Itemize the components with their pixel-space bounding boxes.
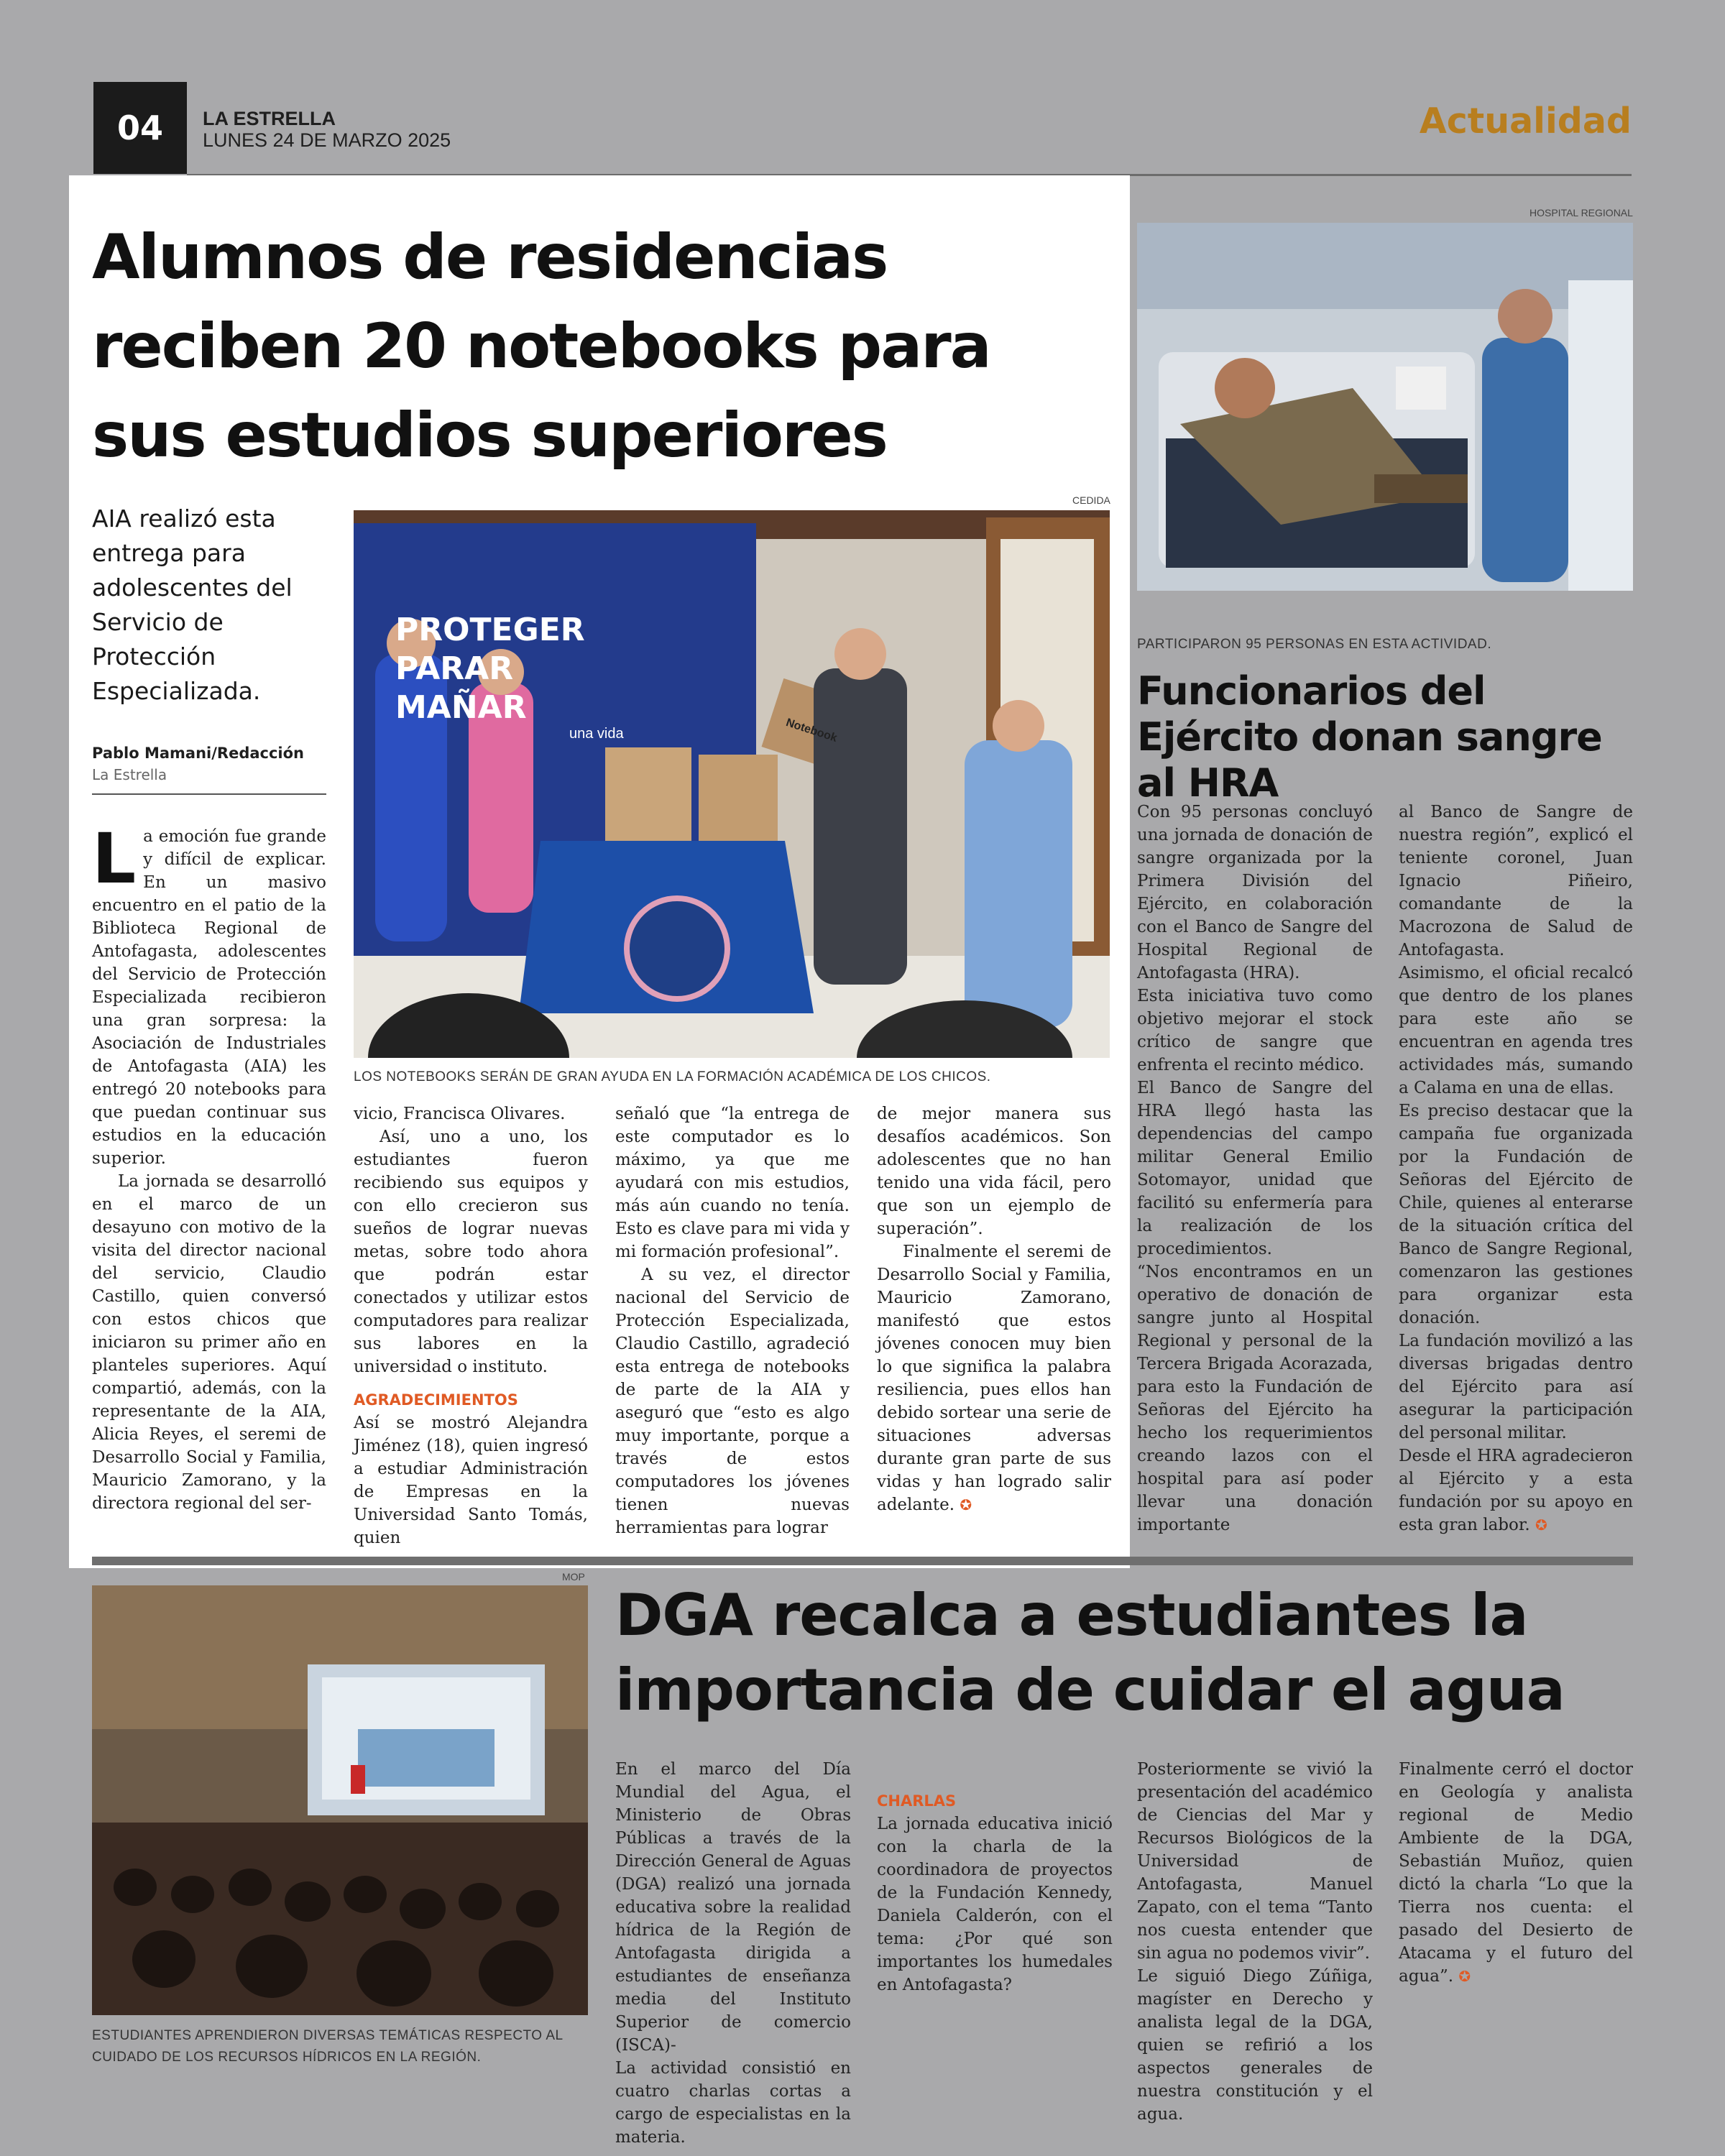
- article-blood-p7: Es preciso destacar que la campaña fue organizada por la Fundación de Señoras del Ejército de Chile, quienes al enterarse de la situación crítica del Banco de Sangre Regional, comenzaron las gestiones para organizar esta donación.: [1399, 1102, 1633, 1327]
- article-notebooks-p8: de mejor manera sus desafíos académicos. Son adolescentes que no han tenido una vida fácil, pero que son un ejemplo de superación”.: [877, 1105, 1111, 1238]
- article-blood-title: Funcionarios del Ejército donan sangre al HRA: [1137, 668, 1602, 806]
- article-water-photo: [92, 1585, 588, 2015]
- article-water-p6-wrap: [1399, 1758, 1633, 1988]
- article-blood-p1: Con 95 personas concluyó una jornada de donación de sangre organizada por la Primera División del Ejército, en colaboración con el Banco de Sangre del Hospital Regional de Antofagasta (HRA).: [1137, 803, 1373, 982]
- article-water-p6: Finalmente cerró el doctor en Geología y analista regional de Medio Ambiente de la DGA, Sebastián Muñoz, quien dictó la charla “Lo que la Tierra nos cuenta: el pasado del Desierto de Atacama y el futuro del agua”.: [1399, 1760, 1633, 1986]
- article-notebooks-column-4: [877, 1102, 1111, 1516]
- article-blood-p9-wrap: [1399, 1445, 1633, 1537]
- section-divider: [92, 1557, 1633, 1565]
- article-notebooks-subtitle: AIA realizó esta entrega para adolescentes del Servicio de Protección Especializada.: [92, 505, 293, 705]
- page-number: 04: [93, 82, 187, 174]
- article-water-column-4: [1399, 1758, 1633, 1988]
- article-water-p1: En el marco del Día Mundial del Agua, el Ministerio de Obras Públicas a través de la Dirección General de Aguas (DGA) realizó una jornada educativa sobre la realidad hídrica de la Región de Antofagasta dirigida a estudiantes de enseñanza media del Instituto Superior de comercio (ISCA)-: [615, 1760, 851, 2055]
- box-label: Notebook: [784, 717, 839, 745]
- article-water-photo-caption: ESTUDIANTES APRENDIERON DIVERSAS TEMÁTICAS RESPECTO AL CUIDADO DE LOS RECURSOS HÍDRICOS EN LA REGIÓN.: [92, 2028, 563, 2065]
- article-blood-photo-credit: HOSPITAL REGIONAL: [1530, 207, 1633, 218]
- article-notebooks-subhead: AGRADECIMIENTOS: [354, 1391, 518, 1409]
- article-notebooks-title: Alumnos de residencias reciben 20 notebooks para sus estudios superiores: [92, 221, 990, 471]
- article-notebooks-author-org: La Estrella: [92, 766, 167, 783]
- publication-date: LUNES 24 DE MARZO 2025: [203, 129, 451, 151]
- article-water-p2: La actividad consistió en cuatro charlas cortas a cargo de especialistas en la materia.: [615, 2059, 851, 2147]
- article-blood-p2: Esta iniciativa tuvo como objetivo mejorar el stock crítico de sangre que enfrenta el recinto médico.: [1137, 987, 1373, 1074]
- author-separator: [92, 793, 326, 795]
- banner-small-text: una vida: [569, 726, 624, 742]
- notebooks-photo-illustration: [354, 510, 1110, 1058]
- article-notebooks-author: Pablo Mamani/Redacción: [92, 745, 304, 762]
- article-water-column-1: [615, 1758, 851, 2149]
- article-blood-p8: La fundación movilizó a las diversas brigadas dentro del Ejército para así asegurar la participación del personal militar.: [1399, 1332, 1633, 1442]
- article-notebooks-photo-credit: CEDIDA: [1072, 494, 1110, 506]
- publication-name: LA ESTRELLA: [203, 108, 336, 129]
- article-notebooks-p7: A su vez, el director nacional del Servicio de Protección Especializada, Claudio Castillo, agradeció esta entrega de notebooks de parte de la AIA y aseguró que “esto es algo muy importante, porque a través de estos computadores los jóvenes tienen nuevas herramientas para lograr: [615, 1266, 850, 1537]
- article-notebooks-p5: Así se mostró Alejandra Jiménez (18), quien ingresó a estudiar Administración de Empresas en la Universidad Santo Tomás, quien: [354, 1414, 588, 1547]
- article-blood-photo: [1137, 223, 1633, 591]
- article-water-p5: Le siguió Diego Zúñiga, magíster en Derecho y analista legal de la DGA, quien se refirió a los aspectos generales de nuestra constitución y el agua.: [1137, 1967, 1373, 2124]
- article-water-photo-credit: MOP: [562, 1571, 585, 1583]
- article-water-p4: Posteriormente se vivió la presentación del académico de Ciencias del Mar y Recursos Biológicos de la Universidad de Antofagasta, Manuel Zapato, con el tema “Tanto nos cuesta entender que sin agua no podemos vivir”.: [1137, 1760, 1373, 1963]
- article-blood-column-1: [1137, 801, 1373, 1537]
- auditorium-photo-illustration: [92, 1585, 588, 2015]
- article-notebooks-p3: vicio, Francisca Olivares.: [354, 1105, 566, 1123]
- banner-text: PROTEGER PARAR MAÑAR: [395, 612, 585, 726]
- article-notebooks-p1: a emoción fue grande y difícil de explicar. En un masivo encuentro en el patio de la Biblioteca Regional de Antofagasta, adolescentes del Servicio de Protección Especializada recibieron una gran sorpresa: la Asociación de Industriales de Antofagasta (AIA) les entregó 20 notebooks para que puedan continuar sus estudios en la educación superior.: [92, 827, 326, 1168]
- article-blood-p5: al Banco de Sangre de nuestra región”, explicó el teniente coronel, Juan Ignacio Piñeiro, comandante de la Macrozona de Salud de Antofagasta.: [1399, 803, 1633, 959]
- article-water-subhead: CHARLAS: [877, 1792, 957, 1810]
- article-blood-column-2: [1399, 801, 1633, 1537]
- article-water-column-3: [1137, 1758, 1373, 2126]
- article-notebooks-p6: señaló que “la entrega de este computador es lo máximo, ya que me ayudará con mis estudios, más aún cuando no tenía. Esto es clave para mi vida y mi formación profesional”.: [615, 1105, 850, 1261]
- section-label: Actualidad: [1419, 101, 1632, 142]
- article-notebooks-column-1: [92, 819, 326, 1515]
- article-notebooks-photo-caption: LOS NOTEBOOKS SERÁN DE GRAN AYUDA EN LA FORMACIÓN ACADÉMICA DE LOS CHICOS.: [354, 1069, 991, 1084]
- article-blood-p3: El Banco de Sangre del HRA llegó hasta las dependencias del campo militar General Emilio Sotomayor, unidad que facilitó su enfermería para la realización de los procedimientos.: [1137, 1079, 1373, 1258]
- article-notebooks-photo: [354, 510, 1110, 1058]
- article-notebooks-column-3: [615, 1102, 850, 1539]
- dropcap: L: [92, 819, 137, 899]
- article-blood-p9: Desde el HRA agradecieron al Ejército y a esta fundación por su apoyo en esta gran labor.: [1399, 1447, 1633, 1534]
- end-mark-icon: ✪: [1535, 1516, 1547, 1534]
- end-mark-icon: ✪: [1458, 1968, 1471, 1985]
- article-notebooks-p2: La jornada se desarrolló en el marco de un desayuno con motivo de la visita del director nacional del servicio, Claudio Castillo, quien conversó con estos chicos que iniciaron su primer año en planteles superiores. Aquí compartió, además, con la representante de la AIA, Alicia Reyes, el seremi de Desarrollo Social y Familia, Mauricio Zamorano, y la directora regional del ser-: [92, 1172, 326, 1513]
- article-water-column-2: [877, 1779, 1113, 1996]
- article-notebooks-p9-wrap: [877, 1240, 1111, 1516]
- article-notebooks-column-2: [354, 1102, 588, 1549]
- article-notebooks-p9: Finalmente el seremi de Desarrollo Social y Familia, Mauricio Zamorano, manifestó que estos jóvenes conocen muy bien lo que significa la palabra resiliencia, pues ellos han debido sortear una serie de situaciones adversas durante gran parte de sus vidas y han logrado salir adelante.: [877, 1243, 1111, 1514]
- article-blood-photo-caption: PARTICIPARON 95 PERSONAS EN ESTA ACTIVIDAD.: [1137, 637, 1492, 652]
- blood-donation-photo-illustration: [1137, 223, 1633, 591]
- article-blood-p6: Asimismo, el oficial recalcó que dentro de los planes para este año se encuentran en agenda tres actividades más, sumando a Calama en una de ellas.: [1399, 964, 1633, 1097]
- article-blood-p4: “Nos encontramos en un operativo de donación de sangre junto al Hospital Regional y personal de la Tercera Brigada Acorazada, para esto la Fundación de Señoras del Ejército ha hecho los requerimientos creando lazos con el hospital para así poder llevar una donación importante: [1137, 1263, 1373, 1534]
- article-notebooks-p4: Así, uno a uno, los estudiantes fueron recibiendo sus equipos y con ello crecieron sus sueños de lograr nuevas metas, sobre todo ahora que podrán estar conectados y utilizar estos computadores para realizar sus labores en la universidad o instituto.: [354, 1128, 588, 1376]
- end-mark-icon: ✪: [960, 1496, 972, 1514]
- article-water-title: DGA recalca a estudiantes la importancia de cuidar el agua: [615, 1582, 1565, 1723]
- article-water-p3: La jornada educativa inició con la charla de la coordinadora de proyectos de la Fundación Kennedy, Daniela Calderón, con el tema: ¿Por qué son importantes los humedales en Antofagasta?: [877, 1815, 1113, 1994]
